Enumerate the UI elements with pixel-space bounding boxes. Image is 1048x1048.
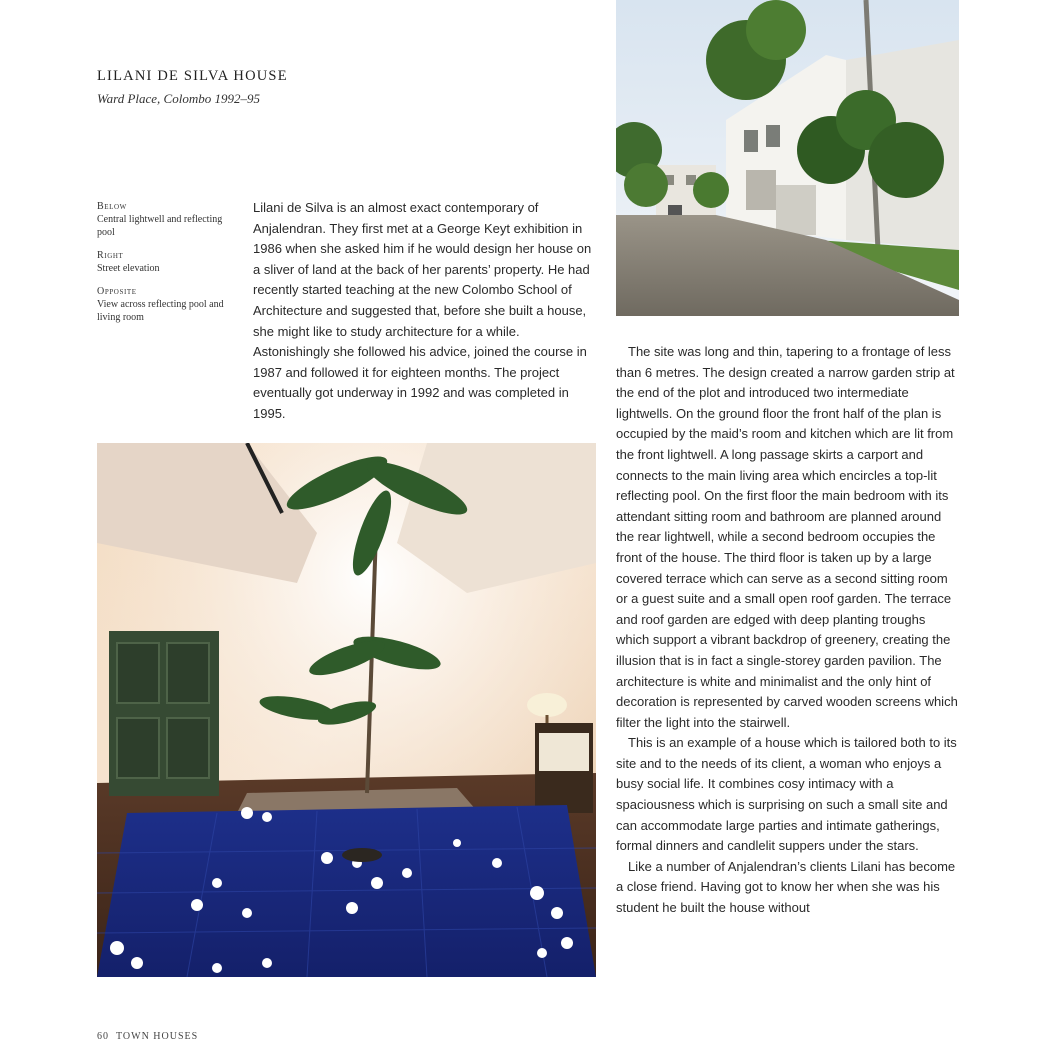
body-paragraph: The site was long and thin, tapering to a frontage of less than 6 metres. The design created a narrow garden strip at the end of the plot and introduced two intermediate lightwells. On the ground floor the front half of the plan is occupied by the maid’s room and kitchen which are lit from the front lightwell. A long passage skirts a carport and connects to the main living area which encircles a top-lit reflecting pool. On the first floor the main bedroom with its attendant sitting room and bathroom are planned around the rear lightwell, while a second bedroom occupies the front of the house. The third floor is taken up by a large covered terrace which can serve as a second sitting room or a guest suite and a small open roof garden. The terrace and roof garden are edged with deep planting troughs which support a vibrant backdrop of greenery, creating the illusion that is in fact a single-storey garden pavilion. The architecture is white and minimalist and the only hint of decoration is represented by carved wooden screens which filter the light into the stairwell.	[616, 344, 958, 730]
page-title: LILANI DE SILVA HOUSE	[97, 68, 288, 84]
body-text	[616, 342, 962, 919]
caption-text: Central lightwell and reflecting pool	[97, 214, 223, 238]
body-paragraph: This is an example of a house which is tailored both to its site and to the needs of its client, a woman who enjoys a busy social life. It combines cosy intimacy with a spaciousness which is surprising on such a small site and can accommodate large parties and intimate gatherings, formal dinners and candlelit suppers under the stars.	[616, 735, 957, 854]
caption-text: Street elevation	[97, 263, 160, 274]
page-footer	[97, 1031, 198, 1042]
body-paragraph: Like a number of Anjalendran’s clients Lilani has become a close friend. Having got to know her when she was his student he built the house without	[616, 858, 956, 916]
caption-heading: Opposite	[97, 286, 137, 297]
caption-heading: Below	[97, 201, 127, 212]
caption-text: View across reflecting pool and living room	[97, 299, 224, 323]
page-subtitle: Ward Place, Colombo 1992–95	[97, 91, 260, 106]
caption-heading: Right	[97, 250, 124, 261]
caption-opposite	[97, 286, 237, 324]
caption-right	[97, 250, 237, 275]
section-name: TOWN HOUSES	[116, 1031, 199, 1042]
caption-below	[97, 201, 237, 239]
intro-text: Lilani de Silva is an almost exact contemporary of Anjalendran. They first met at a George Keyt exhibition in 1986 when she asked him if he would design her house on a sliver of land at the back of her parents’ property. He had recently started teaching at the new Colombo School of Architecture and suggested that, before she built a house, she might like to study architecture for a while. Astonishingly she followed his advice, joined the course in 1987 and followed it for eighteen months. The project eventually got underway in 1992 and was completed in 1995.	[253, 200, 592, 421]
intro-paragraph	[253, 198, 599, 425]
page-number: 60	[97, 1031, 109, 1042]
reflecting-pool-photo	[97, 443, 596, 977]
street-elevation-photo	[616, 0, 959, 316]
caption-list	[97, 201, 237, 335]
